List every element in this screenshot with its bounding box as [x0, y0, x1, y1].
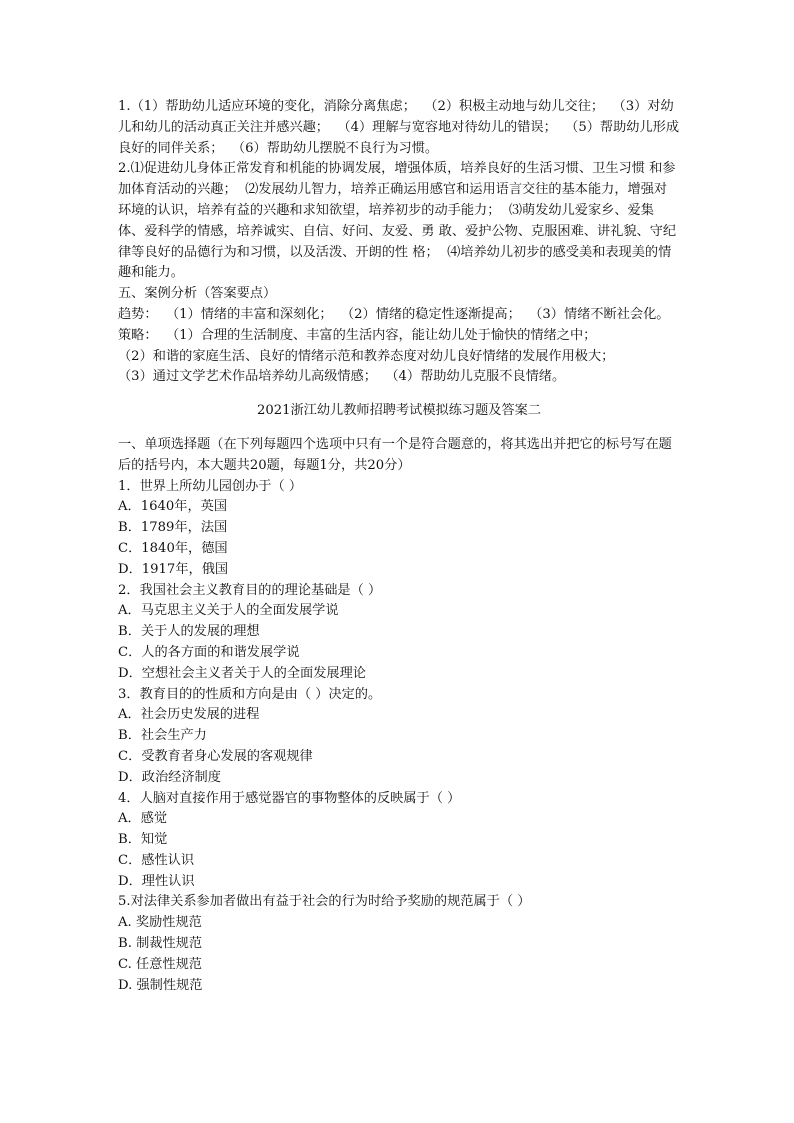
question-stem: 2．我国社会主义教育目的的理论基础是（ ） — [118, 582, 382, 598]
option-a: A．社会历史发展的进程 — [118, 707, 260, 723]
case-analysis-heading: 五、案例分析（答案要点） — [118, 286, 277, 302]
option-b: B. 制裁性规范 — [118, 936, 203, 952]
option-a: A. 奖励性规范 — [118, 915, 202, 931]
option-d: D. 强制性规范 — [118, 977, 203, 993]
option-c: C．受教育者身心发展的客观规律 — [118, 748, 313, 764]
option-c: C．感性认识 — [118, 852, 195, 868]
answer-paragraph-1: 1.（1）帮助幼儿适应环境的变化，消除分离焦虑； （2）积极主动地与幼儿交往； （3）对幼儿和幼儿的活动真正关注并感兴趣； （4）理解与宽容地对待幼儿的错误； （5）帮助幼儿形成良好的同伴关系； （6）帮助幼儿摆脱不良行为习惯。 — [118, 99, 680, 156]
option-d: D．空想社会主义者关于人的全面发展理论 — [118, 665, 366, 681]
option-b: B．知觉 — [118, 832, 168, 848]
question-stem: 4．人脑对直接作用于感觉器官的事物整体的反映属于（ ） — [118, 790, 461, 806]
option-d: D．理性认识 — [118, 873, 195, 889]
option-b: B．社会生产力 — [118, 728, 207, 744]
section-heading: 一、单项选择题（在下列每题四个选项中只有一个是符合题意的，将其选出并把它的标号写在题后的括号内，本大题共20题，每题1分，共20分） — [118, 436, 672, 473]
answer-paragraph-2: 2.⑴促进幼儿身体正常发育和机能的协调发展，增强体质，培养良好的生活习惯、卫生习惯 和参加体育活动的兴趣； ⑵发展幼儿智力，培养正确运用感官和运用语言交往的基本能力，增强对环境的认识，培养有益的兴趣和求知欲望，培养初步的动手能力； ⑶萌发幼儿爱家乡、爱集体、爱科学的情感，培养诚实、自信、好问、友爱、勇 敢、爱护公物、克服困难、讲礼貌、守纪律等良好的品德行为和习惯，以及活泼、开朗的性 格； ⑷培养幼儿初步的感受美和表现美的情趣和能力。 — [118, 161, 677, 281]
option-a: A．1640年，英国 — [118, 499, 228, 515]
option-a: A．感觉 — [118, 811, 168, 827]
option-b: B．1789年，法国 — [118, 520, 228, 536]
question-stem: 5.对法律关系参加者做出有益于社会的行为时给予奖励的规范属于（ ） — [118, 894, 531, 910]
question-stem: 1．世界上所幼儿园创办于（ ） — [118, 478, 303, 494]
option-c: C．人的各方面的和谐发展学说 — [118, 644, 300, 660]
option-c: C．1840年，德国 — [118, 540, 228, 556]
option-d: D．政治经济制度 — [118, 769, 221, 785]
case-analysis-strategy-3: （3）通过文学艺术作品培养幼儿高级情感； （4）帮助幼儿克服不良情绪。 — [118, 369, 566, 385]
option-a: A．马克思主义关于人的全面发展学说 — [118, 603, 339, 619]
document-page — [118, 97, 680, 996]
question-stem: 3．教育目的的性质和方向是由（ ）决定的。 — [118, 686, 382, 702]
case-analysis-strategy-2: （2）和谐的家庭生活、良好的情绪示范和教养态度对幼儿良好情绪的发展作用极大； — [118, 348, 615, 364]
option-b: B．关于人的发展的理想 — [118, 624, 260, 640]
option-d: D．1917年，俄国 — [118, 561, 229, 577]
case-analysis-trend: 趋势： （1）情绪的丰富和深刻化； （2）情绪的稳定性逐渐提高； （3）情绪不断社会化。 策略： （1）合理的生活制度、丰富的生活内容，能让幼儿处于愉快的情绪之中； — [118, 306, 678, 343]
option-c: C. 任意性规范 — [118, 956, 202, 972]
document-title: 2021浙江幼儿教师招聘考试模拟练习题及答案二 — [256, 403, 542, 419]
